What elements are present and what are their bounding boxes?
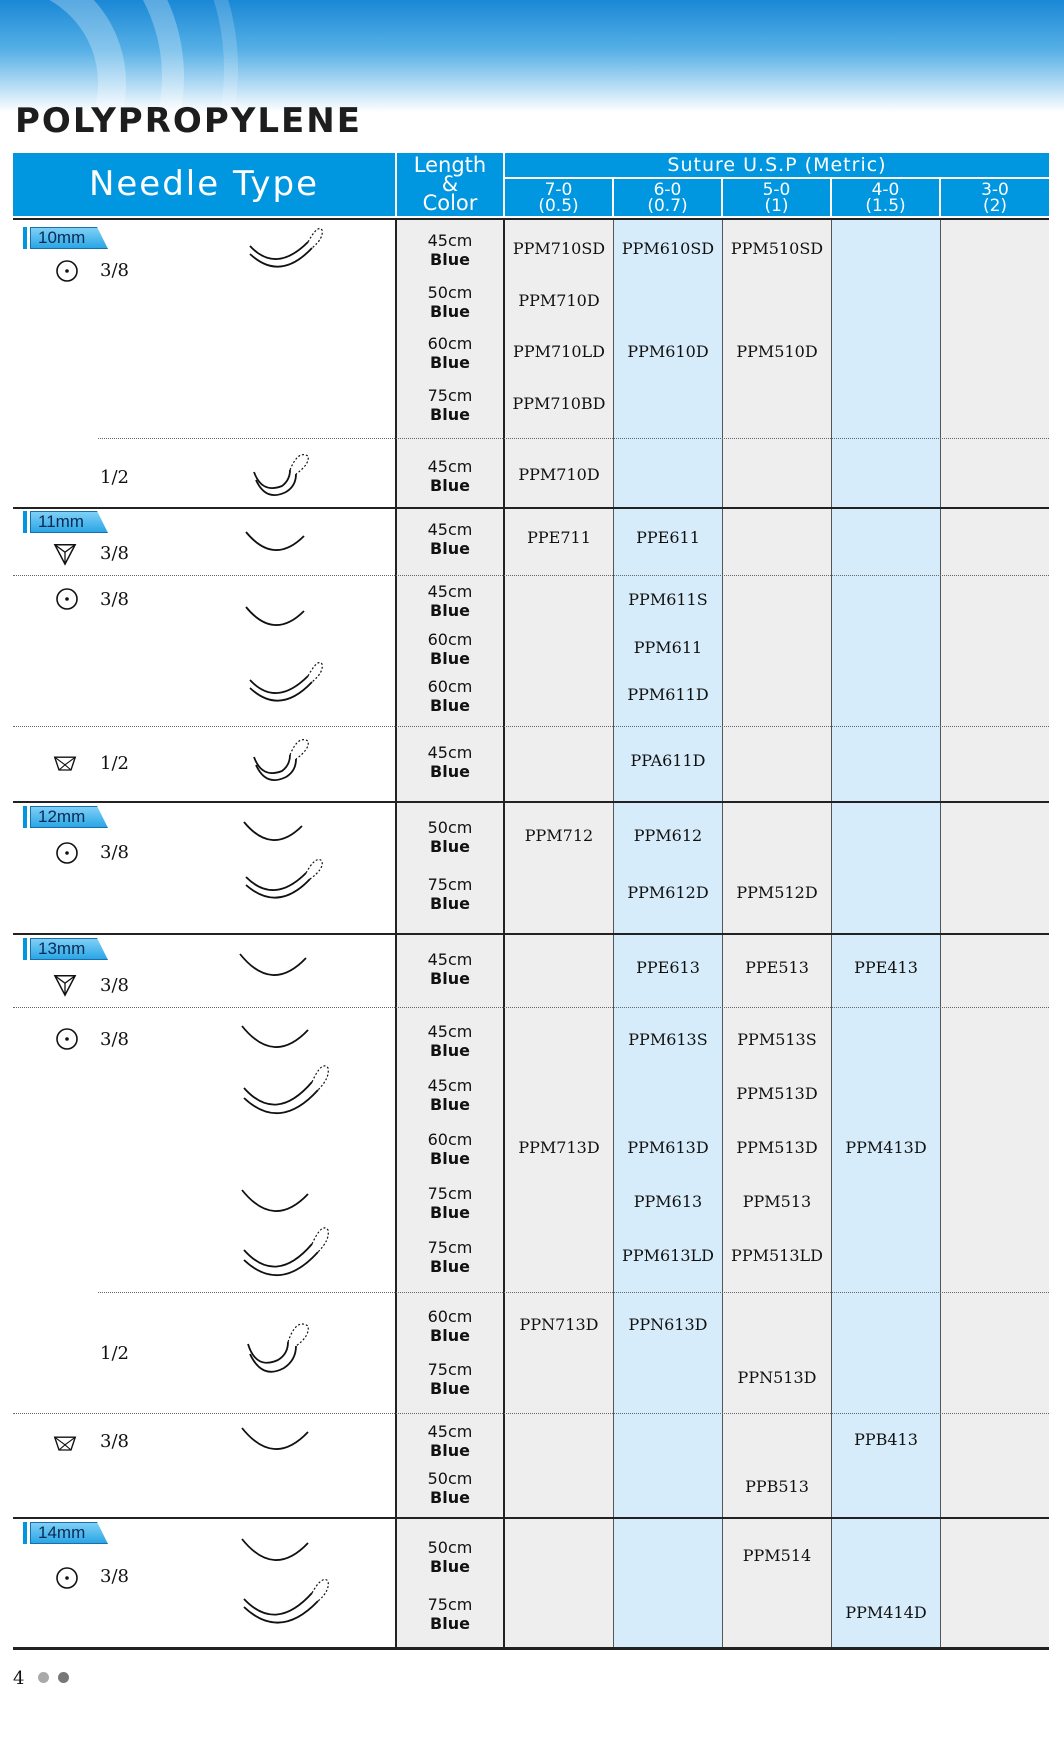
length-value: 50cm <box>427 283 473 302</box>
product-code: PPM510SD <box>730 239 824 258</box>
color-value: Blue <box>430 696 470 715</box>
product-code: PPM613 <box>633 1192 703 1211</box>
usp-size: 5-0 <box>762 180 791 200</box>
length-value: 45cm <box>427 582 473 601</box>
metric-size: (1) <box>764 196 789 216</box>
color-value: Blue <box>430 1041 470 1060</box>
length-color-cell <box>397 334 503 372</box>
product-code: PPM710D <box>518 465 600 484</box>
needle-size-label: 13mm <box>38 939 86 958</box>
group-separator <box>13 218 1049 220</box>
subgroup-separator <box>98 1292 1049 1293</box>
curvature-label: 3/8 <box>100 1029 129 1050</box>
length-value: 45cm <box>427 231 473 250</box>
3-8-needle-icon <box>240 1022 312 1056</box>
length-color-cell <box>397 1595 503 1633</box>
product-code: PPA611D <box>630 751 706 770</box>
needle-size-tag <box>23 511 113 533</box>
length-value: 45cm <box>427 1022 473 1041</box>
length-color-cell <box>397 1469 503 1507</box>
length-color-cell <box>397 1076 503 1114</box>
product-code: PPM413D <box>845 1138 927 1157</box>
needle-size-tag <box>23 227 113 249</box>
color-value: Blue <box>430 649 470 668</box>
length-color-cell <box>397 743 503 781</box>
reverse-cutting-point-icon <box>53 542 77 566</box>
product-code: PPM611 <box>633 638 703 657</box>
product-code: PPM710SD <box>512 239 606 258</box>
needle-size-label: 14mm <box>38 1523 86 1542</box>
size-header-7-0 <box>505 179 612 216</box>
length-value: 75cm <box>427 1595 473 1614</box>
length-color-cell <box>397 1360 503 1398</box>
3-8-needle-icon <box>238 950 310 984</box>
size-header-4-0 <box>832 179 939 216</box>
length-value: 60cm <box>427 677 473 696</box>
length-color-cell <box>397 520 503 558</box>
double-armed-3-8-needle-icon <box>242 855 326 907</box>
suture-usp-header: Suture U.S.P (Metric) <box>505 153 1049 177</box>
length-value: 45cm <box>427 950 473 969</box>
metric-size: (0.5) <box>538 196 579 216</box>
product-code: PPM513D <box>736 1084 818 1103</box>
usp-size: 3-0 <box>981 180 1009 200</box>
color-value: Blue <box>430 762 470 781</box>
color-value: Blue <box>430 837 470 856</box>
needle-size-label: 10mm <box>38 228 86 247</box>
length-value: 75cm <box>427 386 473 405</box>
header-banner <box>0 0 1064 112</box>
length-value: 75cm <box>427 1184 473 1203</box>
double-armed-1-2-needle-icon <box>250 735 314 787</box>
product-code: PPM611S <box>628 590 708 609</box>
length-color-cell <box>397 1130 503 1168</box>
size-header-6-0 <box>614 179 721 216</box>
3-8-needle-icon <box>240 1186 312 1220</box>
table-bottom-border <box>13 1647 1049 1650</box>
product-code: PPM712 <box>524 826 594 845</box>
page-dot-icon <box>58 1672 69 1683</box>
subgroup-separator <box>13 1007 1049 1008</box>
color-value: Blue <box>430 969 470 988</box>
color-value: Blue <box>430 1095 470 1114</box>
color-value: Blue <box>430 1326 470 1345</box>
color-value: Blue <box>430 1614 470 1633</box>
reverse-cutting-point-icon <box>53 973 77 997</box>
product-code: PPM710D <box>518 291 600 310</box>
length-color-cell <box>397 950 503 988</box>
color-value: Blue <box>430 894 470 913</box>
subgroup-separator <box>98 438 1049 439</box>
page-number: 4 <box>13 1668 25 1689</box>
length-value: 75cm <box>427 875 473 894</box>
product-code: PPM513D <box>736 1138 818 1157</box>
group-separator <box>13 801 1049 803</box>
product-code: PPE711 <box>527 528 591 547</box>
length-color-cell <box>397 818 503 856</box>
double-armed-3-8-needle-icon <box>246 224 326 276</box>
spatula-point-icon <box>53 1432 77 1456</box>
length-color-cell <box>397 1022 503 1060</box>
length-value: 60cm <box>427 630 473 649</box>
product-code: PPE413 <box>854 958 918 977</box>
product-code: PPM513S <box>737 1030 817 1049</box>
3-8-needle-icon <box>242 818 306 848</box>
color-value: Blue <box>430 539 470 558</box>
color-label: Color <box>422 191 478 215</box>
product-code: PPM612 <box>633 826 703 845</box>
length-color-header <box>397 153 503 216</box>
color-value: Blue <box>430 1203 470 1222</box>
curvature-label: 1/2 <box>100 1343 129 1364</box>
needle-size-label: 11mm <box>38 512 84 531</box>
subgroup-separator <box>13 726 1049 727</box>
color-value: Blue <box>430 1488 470 1507</box>
length-value: 45cm <box>427 743 473 762</box>
color-value: Blue <box>430 1441 470 1460</box>
length-color-cell <box>397 677 503 715</box>
color-value: Blue <box>430 1149 470 1168</box>
length-color-cell <box>397 1422 503 1460</box>
length-value: 60cm <box>427 334 473 353</box>
length-value: 45cm <box>427 1422 473 1441</box>
size-header-3-0 <box>941 179 1049 216</box>
color-value: Blue <box>430 476 470 495</box>
usp-size: 4-0 <box>871 180 900 200</box>
length-color-cell <box>397 1184 503 1222</box>
length-color-cell <box>397 231 503 269</box>
length-color-cell <box>397 1538 503 1576</box>
3-8-needle-icon <box>240 1424 312 1458</box>
length-value: 60cm <box>427 1307 473 1326</box>
product-code: PPN613D <box>628 1315 708 1334</box>
needle-type-header: Needle Type <box>13 153 395 216</box>
length-label: Length <box>413 153 487 177</box>
color-value: Blue <box>430 302 470 321</box>
product-code: PPM512D <box>736 883 818 902</box>
product-code: PPM610SD <box>621 239 715 258</box>
length-color-cell <box>397 630 503 668</box>
color-value: Blue <box>430 1557 470 1576</box>
length-color-cell <box>397 1307 503 1345</box>
ampersand-label: & <box>441 172 459 196</box>
metric-size: (2) <box>982 196 1008 216</box>
product-code: PPM610D <box>627 342 709 361</box>
color-value: Blue <box>430 1257 470 1276</box>
curvature-label: 3/8 <box>100 260 129 281</box>
round-body-taper-point-icon <box>55 1566 79 1590</box>
length-color-cell <box>397 457 503 495</box>
product-code: PPM613LD <box>622 1246 714 1265</box>
product-code: PPB513 <box>745 1477 809 1496</box>
round-body-taper-point-icon <box>55 259 79 283</box>
page-dot-icon <box>38 1672 49 1683</box>
usp-size: 6-0 <box>653 180 682 200</box>
double-armed-3-8-needle-icon <box>246 658 326 710</box>
length-color-cell <box>397 283 503 321</box>
curvature-label: 3/8 <box>100 543 129 564</box>
size-header-5-0 <box>723 179 830 216</box>
curvature-label: 1/2 <box>100 467 129 488</box>
color-value: Blue <box>430 1379 470 1398</box>
curvature-label: 3/8 <box>100 1566 129 1587</box>
subgroup-separator <box>13 575 1049 576</box>
needle-size-tag <box>23 1522 113 1544</box>
length-color-cell <box>397 386 503 424</box>
round-body-taper-point-icon <box>55 841 79 865</box>
3-8-needle-icon <box>240 1535 312 1569</box>
length-value: 50cm <box>427 1469 473 1488</box>
needle-size-tag <box>23 938 113 960</box>
double-armed-3-8-needle-icon <box>240 1222 332 1286</box>
color-value: Blue <box>430 405 470 424</box>
curvature-label: 3/8 <box>100 589 129 610</box>
length-value: 50cm <box>427 818 473 837</box>
curvature-label: 3/8 <box>100 975 129 996</box>
round-body-taper-point-icon <box>55 587 79 611</box>
curvature-label: 1/2 <box>100 753 129 774</box>
round-body-taper-point-icon <box>55 1027 79 1051</box>
needle-size-label: 12mm <box>38 807 86 826</box>
curvature-label: 3/8 <box>100 1431 129 1452</box>
product-code: PPM510D <box>736 342 818 361</box>
product-code: PPM613S <box>628 1030 708 1049</box>
curvature-label: 3/8 <box>100 842 129 863</box>
length-color-cell <box>397 582 503 620</box>
product-code: PPM414D <box>845 1603 927 1622</box>
product-code: PPM710LD <box>513 342 605 361</box>
color-value: Blue <box>430 353 470 372</box>
product-code: PPM611D <box>627 685 709 704</box>
product-code: PPE613 <box>636 958 700 977</box>
length-color-cell <box>397 875 503 913</box>
double-armed-3-8-needle-icon <box>240 1575 332 1635</box>
3-8-needle-icon <box>244 528 308 558</box>
product-code: PPE611 <box>636 528 700 547</box>
product-code: PPB413 <box>854 1430 918 1449</box>
spatula-point-icon <box>53 752 77 776</box>
metric-size: (0.7) <box>647 196 688 216</box>
metric-size: (1.5) <box>865 196 906 216</box>
double-armed-1-2-needle-icon <box>244 1318 314 1378</box>
product-code: PPM710BD <box>512 394 606 413</box>
length-value: 60cm <box>427 1130 473 1149</box>
product-code: PPM513LD <box>731 1246 823 1265</box>
product-code: PPM713D <box>518 1138 600 1157</box>
3-8-needle-icon <box>244 603 308 633</box>
double-armed-1-2-needle-icon <box>250 450 314 502</box>
length-value: 50cm <box>427 1538 473 1557</box>
length-value: 45cm <box>427 1076 473 1095</box>
length-value: 45cm <box>427 457 473 476</box>
product-code: PPE513 <box>745 958 809 977</box>
color-value: Blue <box>430 601 470 620</box>
product-code: PPM612D <box>627 883 709 902</box>
color-value: Blue <box>430 250 470 269</box>
needle-size-tag <box>23 806 113 828</box>
subgroup-separator <box>13 1413 1049 1414</box>
page-title: POLYPROPYLENE <box>15 101 362 141</box>
product-code: PPM514 <box>742 1546 812 1565</box>
product-code: PPN513D <box>737 1368 817 1387</box>
length-value: 45cm <box>427 520 473 539</box>
length-color-cell <box>397 1238 503 1276</box>
double-armed-3-8-needle-icon <box>240 1060 332 1124</box>
length-value: 75cm <box>427 1238 473 1257</box>
product-code: PPM613D <box>627 1138 709 1157</box>
product-code: PPM513 <box>742 1192 812 1211</box>
group-separator <box>13 507 1049 509</box>
group-separator <box>13 1517 1049 1519</box>
usp-size: 7-0 <box>544 180 573 200</box>
length-value: 75cm <box>427 1360 473 1379</box>
product-code: PPN713D <box>519 1315 599 1334</box>
group-separator <box>13 933 1049 935</box>
